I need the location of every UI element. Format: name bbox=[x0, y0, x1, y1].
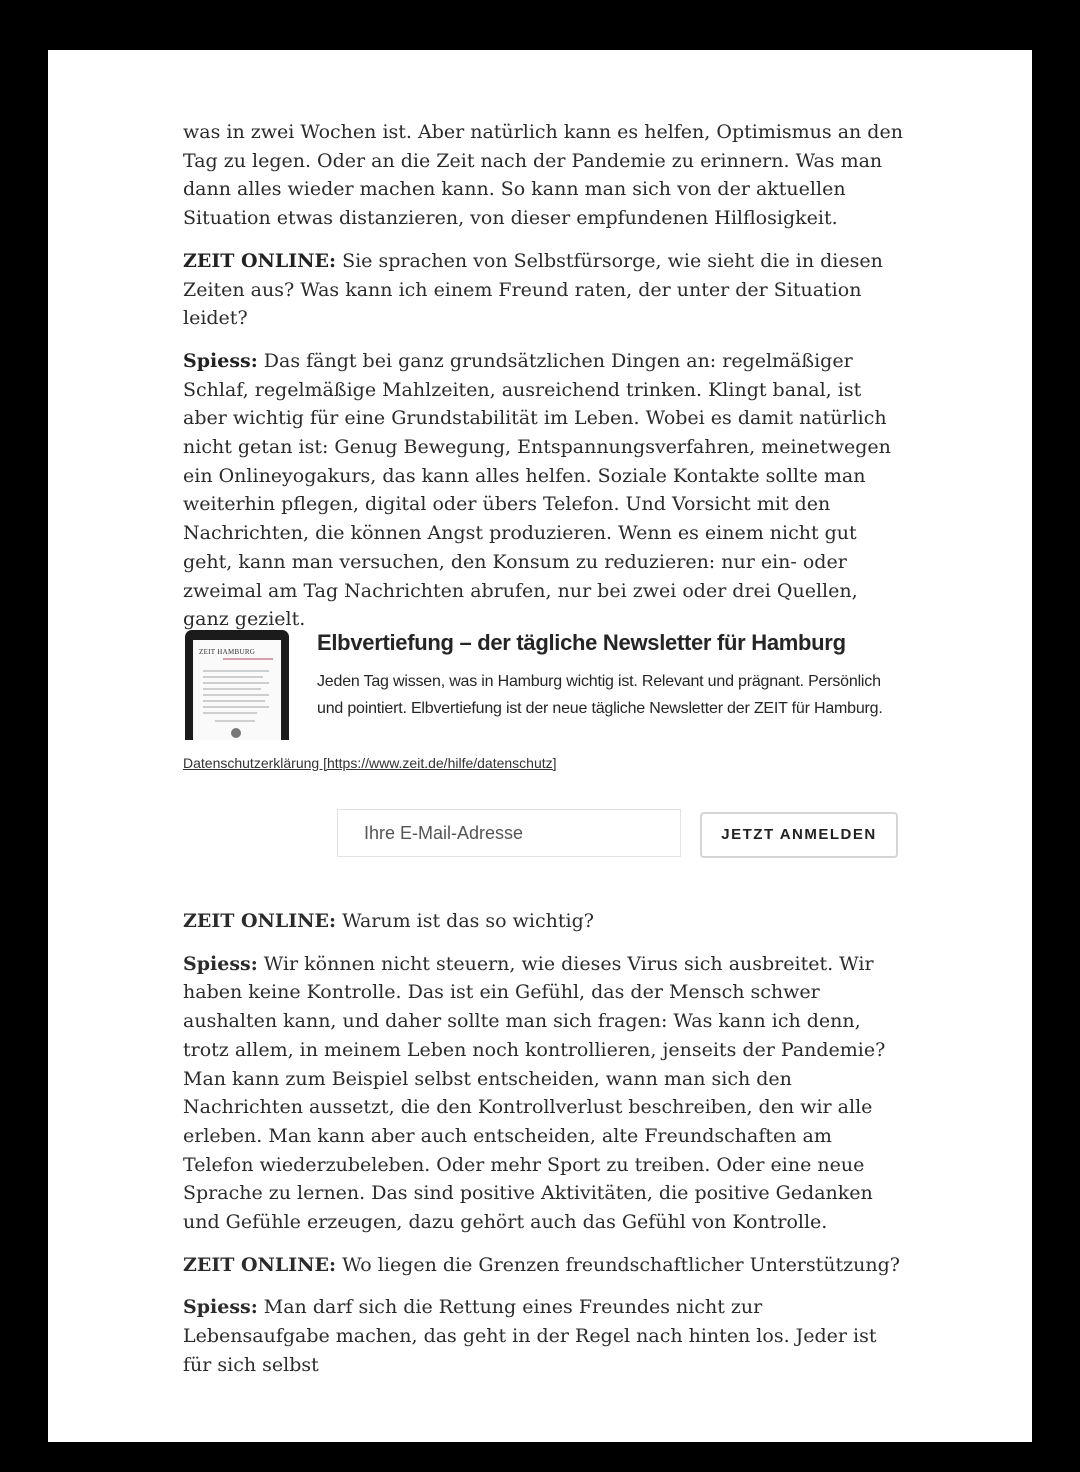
question-3 bbox=[183, 1251, 903, 1280]
question-text: Warum ist das so wichtig? bbox=[336, 910, 594, 932]
answer-text: Das fängt bei ganz grundsätzlichen Dingen an: regelmäßiger Schlaf, regelmäßige Mahlzeiten, ausreichend trinken. Klingt banal, ist aber wichtig für eine Grundstabilität im Leben. Wobei es damit natürlich nicht getan ist: Genug Bewegung, Entspannungsverfahren, meinetwegen ein Onlineyogakurs, das kann alles helfen. Soziale Kontakte sollte man weiterhin pflegen, digital oder übers Telefon. Und Vorsicht mit den Nachrichten, die können Angst produzieren. Wenn es einem nicht gut geht, kann man versuchen, den Konsum zu reduzieren: nur ein- oder zweimal am Tag Nachrichten abrufen, nur bei zwei oder drei Quellen, ganz gezielt. bbox=[183, 349, 891, 631]
speaker-label: ZEIT ONLINE: bbox=[183, 910, 337, 932]
newsletter-title: Elbvertiefung – der tägliche Newsletter für Hamburg bbox=[317, 630, 846, 655]
speaker-label: Spiess: bbox=[183, 952, 258, 975]
speaker-label: ZEIT ONLINE: bbox=[183, 1253, 337, 1276]
tablet-masthead: ZEIT HAMBURG bbox=[199, 648, 256, 656]
newsletter-tablet-image bbox=[185, 630, 289, 740]
speaker-label: Spiess: bbox=[183, 349, 258, 372]
subscribe-button[interactable]: JETZT ANMELDEN bbox=[700, 812, 898, 858]
question-text: Wo liegen die Grenzen freundschaftlicher Unterstützung? bbox=[336, 1253, 900, 1276]
answer-text: Man darf sich die Rettung eines Freundes nicht zur Lebensaufgabe machen, das geht in der Regel nach hinten los. Jeder ist für sich selbst bbox=[183, 1296, 877, 1376]
answer-3 bbox=[183, 1293, 903, 1379]
question-text: Sie sprachen von Selbstfürsorge, wie sieht die in diesen Zeiten aus? Was kann ich einem Freund raten, der unter der Situation leidet? bbox=[183, 249, 883, 330]
answer-text: Wir können nicht steuern, wie dieses Virus sich ausbreitet. Wir haben keine Kontrolle. Das ist ein Gefühl, das der Mensch schwer aushalten kann, und daher sollte man sich fragen: Was kann ich denn, trotz allem, in meinem Leben noch kontrollieren, jenseits der Pandemie? Man kann zum Beispiel selbst entscheiden, wann man sich den Nachrichten aussetzt, die den Kontrollverlust beschreiben, den wir alle erleben. Man kann aber auch entscheiden, alte Freundschaften am Telefon wiederzubeleben. Oder mehr Sport zu treiben. Oder eine neue Sprache zu lernen. Das sind positive Aktivitäten, die positive Gedanken und Gefühle erzeugen, dazu gehört auch das Gefühl von Kontrolle. bbox=[183, 952, 886, 1234]
email-input[interactable]: Ihre E-Mail-Adresse bbox=[337, 809, 681, 857]
privacy-policy-link[interactable]: Datenschutzerklärung [https://www.zeit.de/hilfe/datenschutz] bbox=[183, 755, 557, 771]
answer-2 bbox=[183, 950, 903, 1237]
answer-1 bbox=[183, 347, 903, 634]
speaker-label: ZEIT ONLINE: bbox=[183, 249, 337, 272]
newsletter-description: Jeden Tag wissen, was in Hamburg wichtig ist. Relevant und prägnant. Persönlich und pointiert. Elbvertiefung ist der neue tägliche Newsletter der ZEIT für Hamburg. bbox=[317, 673, 883, 717]
question-1 bbox=[183, 247, 903, 333]
avatar bbox=[231, 728, 241, 738]
tablet-screen bbox=[193, 640, 281, 740]
paragraph-1: was in zwei Wochen ist. Aber natürlich kann es helfen, Optimismus an den Tag zu legen. Oder an die Zeit nach der Pandemie zu erinnern. Was man dann alles wieder machen kann. So kann man sich von der aktuellen Situation etwas distanzieren, von dieser empfundenen Hilflosigkeit. bbox=[183, 121, 903, 230]
speaker-label: Spiess: bbox=[183, 1296, 258, 1319]
question-2 bbox=[183, 907, 903, 936]
article-body-bottom bbox=[183, 907, 903, 1394]
page bbox=[48, 50, 1032, 1442]
article-body-top bbox=[183, 118, 903, 648]
